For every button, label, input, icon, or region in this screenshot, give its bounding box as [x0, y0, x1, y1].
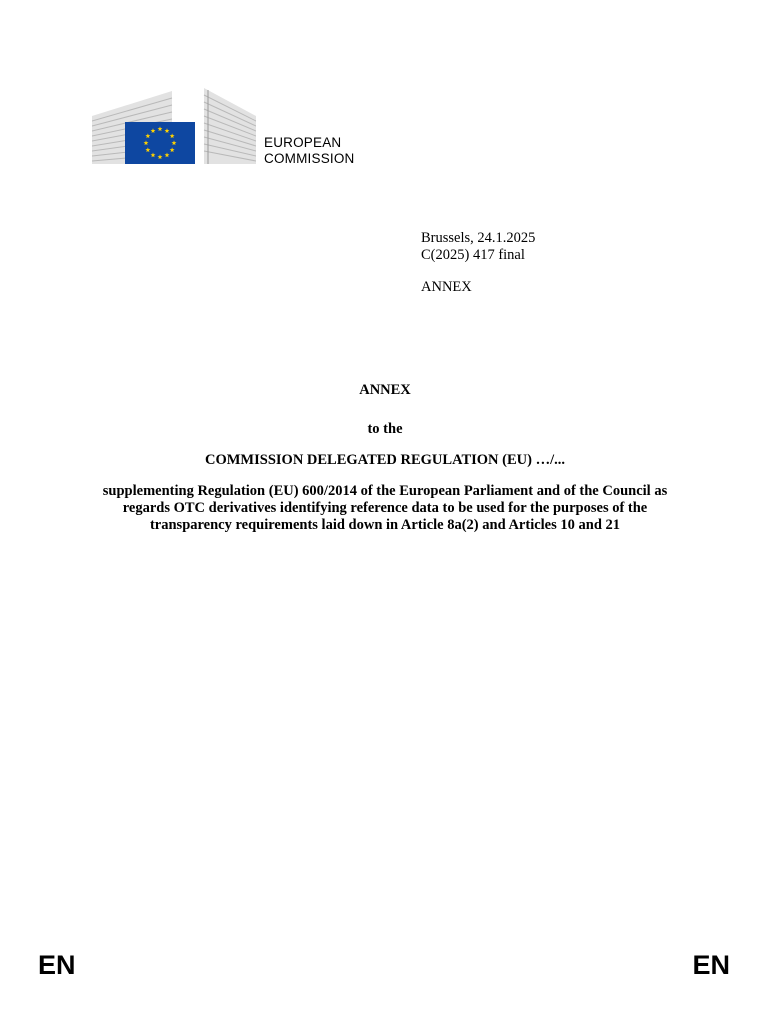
language-code-right: EN	[692, 950, 730, 980]
document-title-block	[90, 382, 680, 534]
language-code-left: EN	[38, 950, 76, 980]
organization-name-line2: COMMISSION	[264, 151, 355, 166]
place-date: Brussels, 24.1.2025	[421, 230, 536, 246]
annex-tag: ANNEX	[421, 279, 472, 295]
annex-heading: ANNEX	[359, 382, 411, 398]
regulation-subtitle: supplementing Regulation (EU) 600/2014 of the European Parliament and of the Council as regards OTC derivatives identifying reference data to be used for the purposes of the transparency requirements laid down in Article 8a(2) and Articles 10 and 21	[102, 483, 668, 533]
european-commission-logo-icon	[92, 88, 256, 168]
document-reference: C(2025) 417 final	[421, 247, 525, 263]
organization-name	[264, 135, 355, 167]
eu-flag-icon	[125, 122, 195, 164]
organization-name-line1: EUROPEAN	[264, 135, 342, 150]
document-meta	[421, 230, 535, 296]
regulation-title: COMMISSION DELEGATED REGULATION (EU) …/...	[205, 452, 565, 468]
building-right-icon	[204, 88, 256, 164]
to-the-line: to the	[367, 421, 403, 437]
